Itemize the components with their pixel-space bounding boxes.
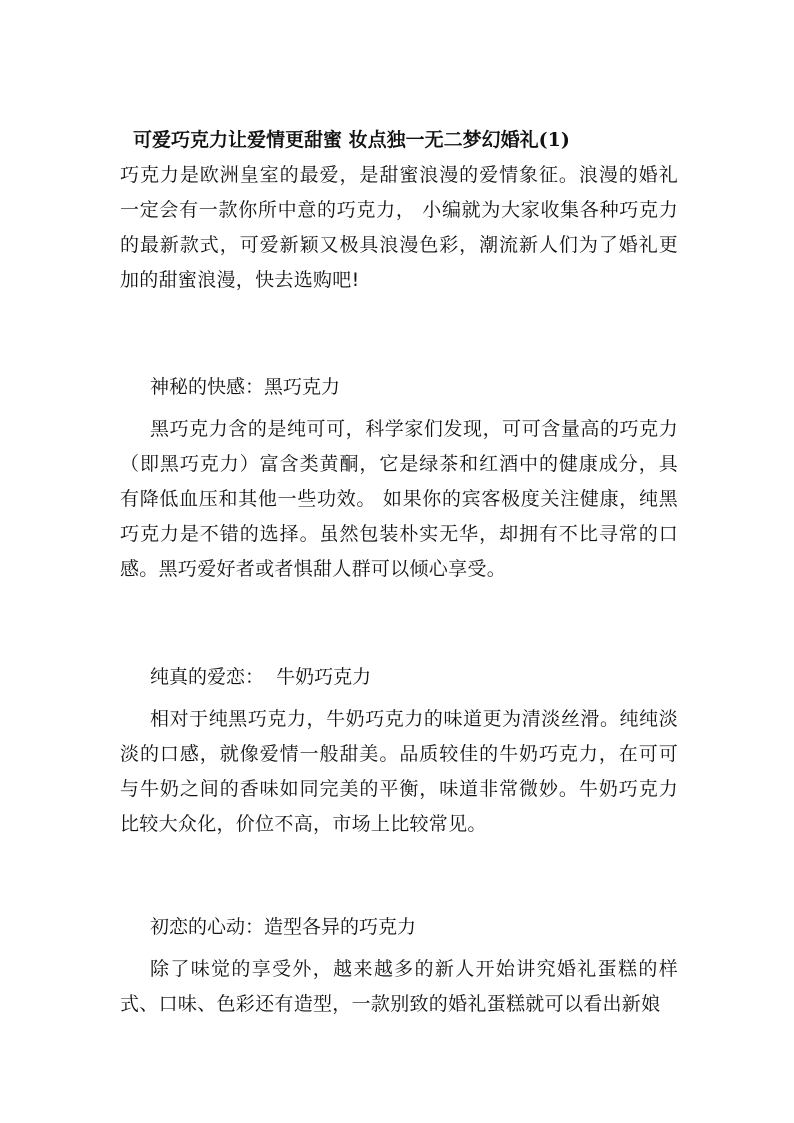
section-body-shaped-chocolate: 除了味觉的享受外，越来越多的新人开始讲究婚礼蛋糕的样式、口味、色彩还有造型，一款别致的婚礼蛋糕就可以看出新娘 [120, 958, 678, 1015]
section-body-dark-chocolate: 黑巧克力含的是纯可可，科学家们发现，可可含量高的巧克力（即黑巧克力）富含类黄酮，它是绿茶和红酒中的健康成分，具有降低血压和其他一些功效。 如果你的宾客极度关注健康，纯黑巧克力是不错的选择。虽然包装朴实无华，却拥有不比寻常的口感。黑巧爱好者或者惧甜人群可以倾心享受。 [120, 418, 678, 580]
section-heading-shaped-chocolate: 初恋的心动：造型各异的巧克力 [150, 916, 417, 938]
document-title: 可爱巧克力让爱情更甜蜜 妆点独一无二梦幻婚礼(1) [133, 129, 570, 151]
section-body-milk-chocolate: 相对于纯黑巧克力，牛奶巧克力的味道更为清淡丝滑。纯纯淡淡的口感，就像爱情一般甜美。品质较佳的牛奶巧克力，在可可与牛奶之间的香味如同完美的平衡，味道非常微妙。牛奶巧克力比较大众化，价位不高，市场上比较常见。 [120, 708, 678, 835]
section-heading-milk-chocolate: 纯真的爱恋： 牛奶巧克力 [150, 666, 372, 688]
intro-paragraph: 巧克力是欧洲皇室的最爱，是甜蜜浪漫的爱情象征。浪漫的婚礼一定会有一款你所中意的巧克力， 小编就为大家收集各种巧克力的最新款式，可爱新颖又极具浪漫色彩，潮流新人们为了婚礼更加的甜蜜浪漫，快去选购吧! [120, 164, 678, 291]
section-heading-dark-chocolate: 神秘的快感：黑巧克力 [150, 376, 341, 398]
